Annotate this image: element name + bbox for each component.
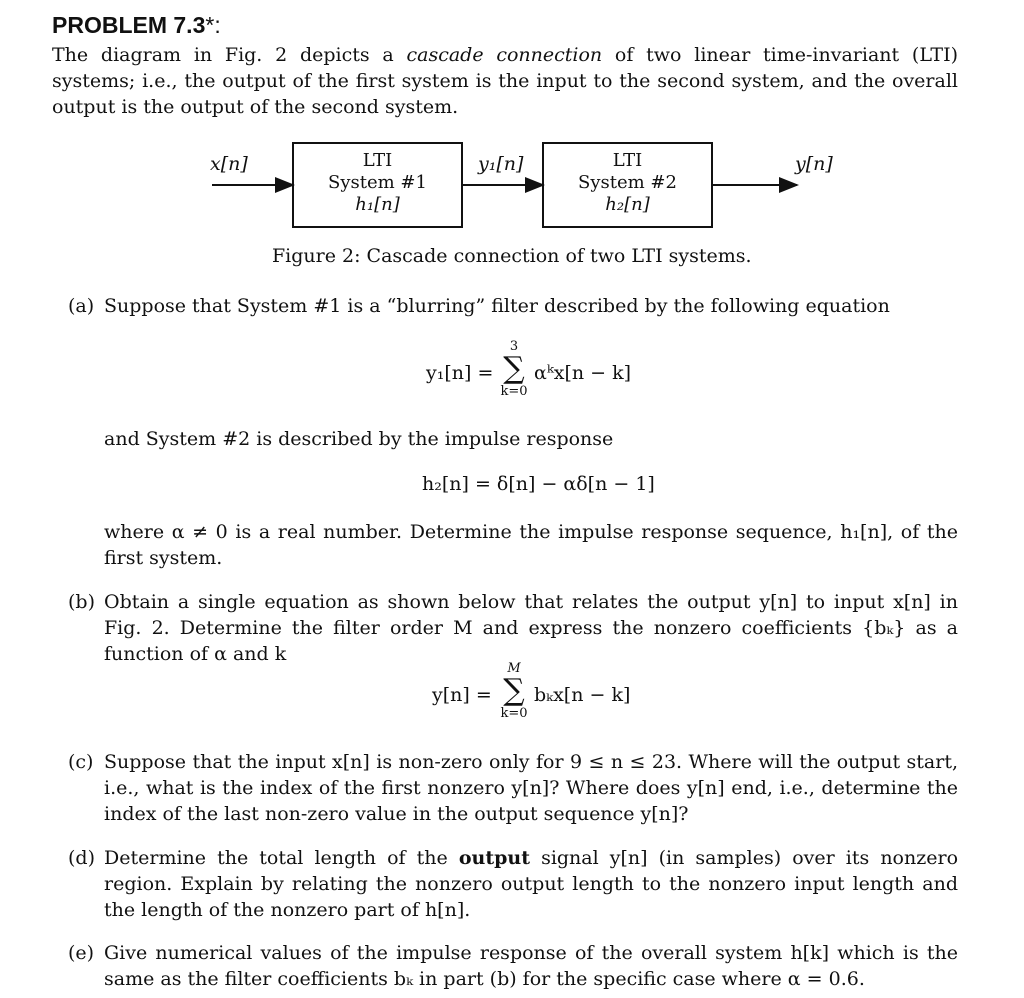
output-signal-label: y[n] [795,153,833,175]
cascade-diagram [0,0,1024,240]
system-2-label: LTI System #2 h₂[n] [578,150,677,215]
part-c: (c) Suppose that the input x[n] is non-zero only for 9 ≤ n ≤ 23. Where will the output start, i.e., what is the index of the first nonzero y[n]? Where does y[n] end, i.e., determine the index of the last non-zero value in the output sequence y[n]? [68,751,958,825]
equation-1-summation: 3 ∑ k=0 [500,339,528,399]
equation-3-rhs: bₖx[n − k] [534,684,631,706]
intermediate-signal-label: y₁[n] [478,153,524,175]
part-b: (b) Obtain a single equation as shown below that relates the output y[n] to input x[n] in Fig. 2. Determine the filter order M and express the nonzero coefficients {bₖ} as a function of α and k [68,591,958,665]
equation-2: h₂[n] = δ[n] − αδ[n − 1] [422,473,655,495]
part-e: (e) Give numerical values of the impulse response of the overall system h[k] which is the same as the filter coefficients bₖ in part (b) for the specific case where α = 0.6. [68,942,958,990]
system-1-label: LTI System #1 h₁[n] [328,150,427,215]
part-d: (d) Determine the total length of the output signal y[n] (in samples) over its nonzero region. Explain by relating the nonzero output length to the nonzero input length and the length of the nonzero part of h[n]. [68,847,959,921]
problem-intro: The diagram in Fig. 2 depicts a cascade connection of two linear time-invariant (LTI) systems; i.e., the output of the first system is the input to the second system, and the overall output is the output of the second system. [52,44,958,118]
part-a-text-2: and System #2 is described by the impulse response [104,428,614,450]
part-a-text-3: where α ≠ 0 is a real number. Determine the impulse response sequence, h₁[n], of the first system. [104,521,958,569]
part-a: (a) Suppose that System #1 is a “blurring” filter described by the following equation [68,295,890,317]
equation-1-lhs: y₁[n] = [426,362,494,384]
equation-3-summation: M ∑ k=0 [500,661,528,721]
equation-1-rhs: αᵏx[n − k] [534,362,632,384]
input-signal-label: x[n] [210,153,248,175]
equation-3-lhs: y[n] = [432,684,492,706]
problem-title: PROBLEM 7.3*: [52,12,221,38]
figure-caption: Figure 2: Cascade connection of two LTI systems. [272,245,752,267]
